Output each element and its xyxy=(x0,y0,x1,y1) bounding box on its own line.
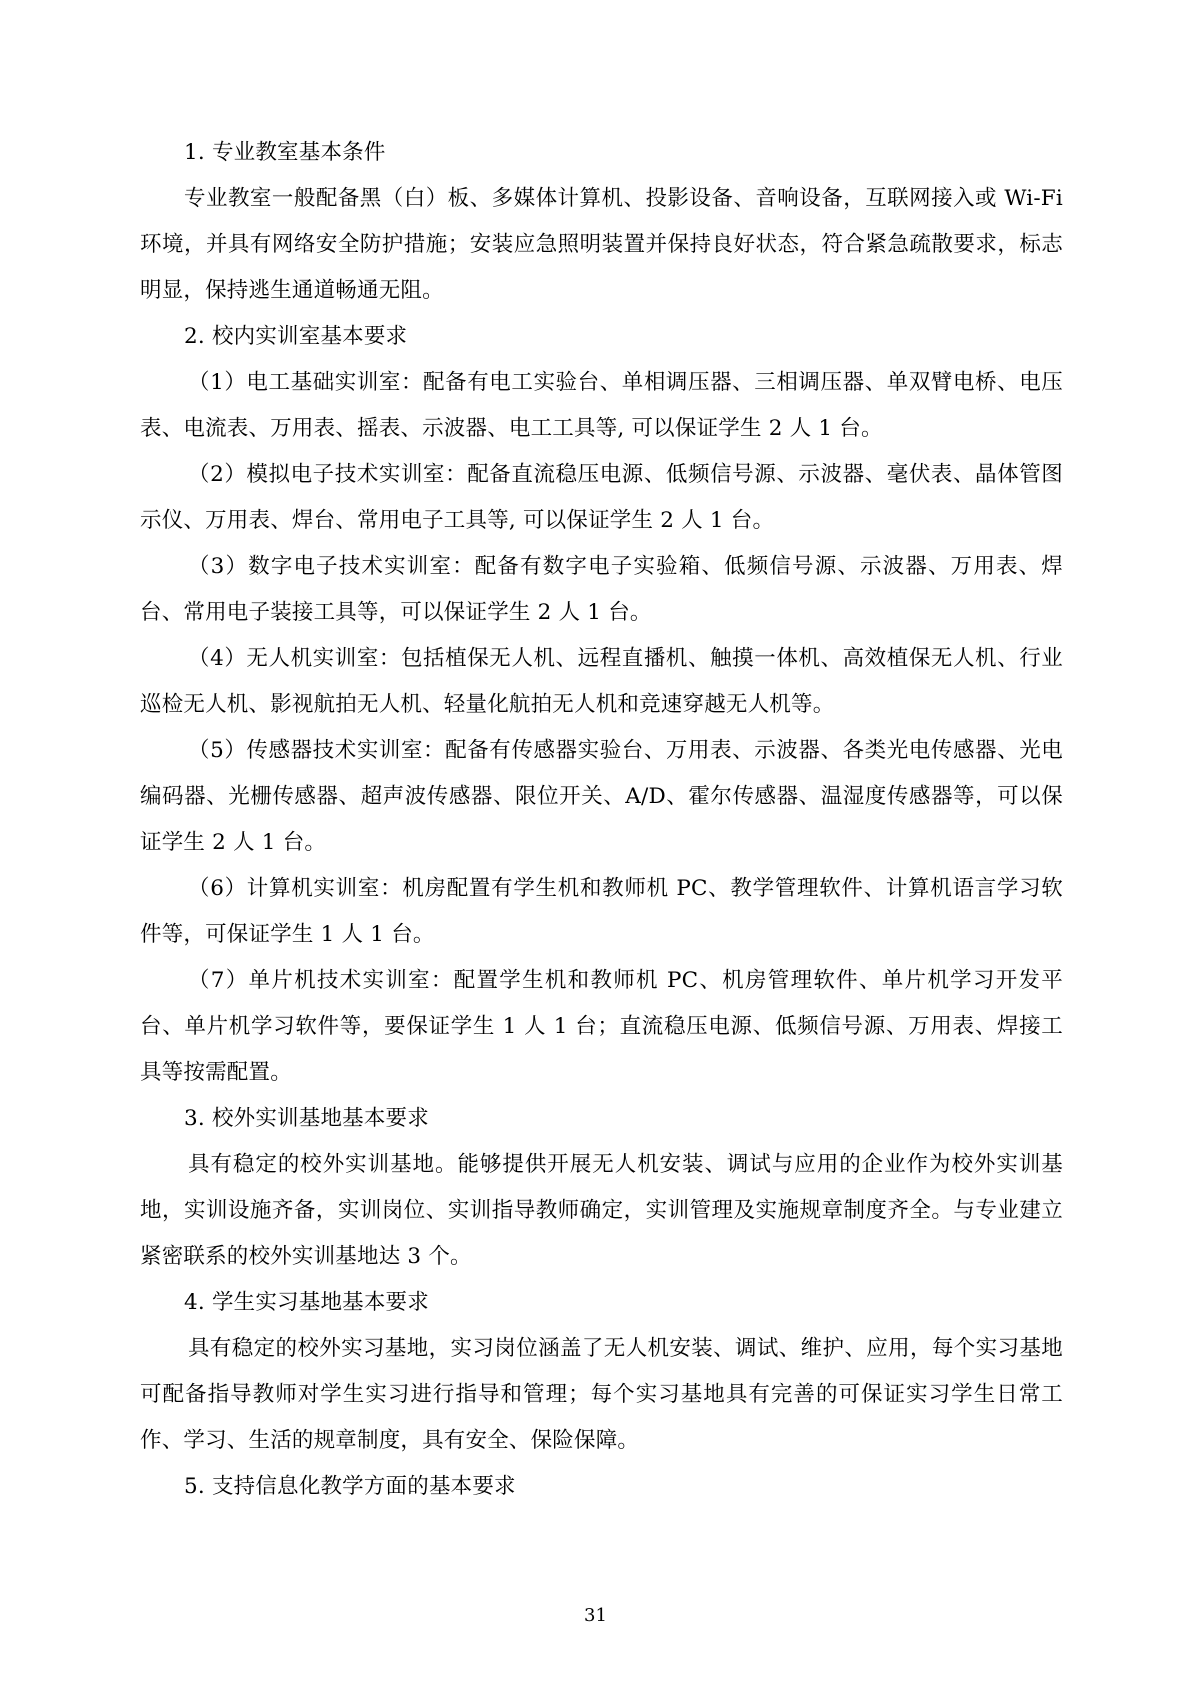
paragraph-heading-5: 5. 支持信息化教学方面的基本要求 xyxy=(184,1474,516,1499)
paragraph-heading-1: 1. 专业教室基本条件 xyxy=(184,140,386,165)
paragraph-item-3: （3）数字电子技术实训室：配备有数字电子实验箱、低频信号源、示波器、万用表、焊台、常用电子装接工具等，可以保证学生 2 人 1 台。 xyxy=(140,554,1063,625)
paragraph-heading-3: 3. 校外实训基地基本要求 xyxy=(184,1106,429,1131)
paragraph-item-2: （2）模拟电子技术实训室：配备直流稳压电源、低频信号源、示波器、毫伏表、晶体管图示仪、万用表、焊台、常用电子工具等, 可以保证学生 2 人 1 台。 xyxy=(140,462,1063,533)
paragraph-item-7: （7）单片机技术实训室：配置学生机和教师机 PC、机房管理软件、单片机学习开发平台、单片机学习软件等，要保证学生 1 人 1 台；直流稳压电源、低频信号源、万用表、焊接工具等按需配置。 xyxy=(140,968,1063,1085)
paragraph-item-4: （4）无人机实训室：包括植保无人机、远程直播机、触摸一体机、高效植保无人机、行业巡检无人机、影视航拍无人机、轻量化航拍无人机和竞速穿越无人机等。 xyxy=(140,646,1063,717)
page-number: 31 xyxy=(584,1605,607,1626)
paragraph-item-6: （6）计算机实训室：机房配置有学生机和教师机 PC、教学管理软件、计算机语言学习软件等，可保证学生 1 人 1 台。 xyxy=(140,876,1063,947)
paragraph-heading-4: 4. 学生实习基地基本要求 xyxy=(184,1290,429,1315)
document-body xyxy=(140,130,1063,1510)
paragraph-body-4: 具有稳定的校外实习基地，实习岗位涵盖了无人机安装、调试、维护、应用，每个实习基地可配备指导教师对学生实习进行指导和管理；每个实习基地具有完善的可保证实习学生日常工作、学习、生活的规章制度，具有安全、保险保障。 xyxy=(140,1336,1063,1453)
paragraph-heading-2: 2. 校内实训室基本要求 xyxy=(184,324,408,349)
paragraph-body-1: 专业教室一般配备黑（白）板、多媒体计算机、投影设备、音响设备，互联网接入或 Wi-Fi 环境，并具有网络安全防护措施；安装应急照明装置并保持良好状态，符合紧急疏散要求，标志明显，保持逃生通道畅通无阻。 xyxy=(140,186,1063,303)
paragraph-body-3: 具有稳定的校外实训基地。能够提供开展无人机安装、调试与应用的企业作为校外实训基地，实训设施齐备，实训岗位、实训指导教师确定，实训管理及实施规章制度齐全。与专业建立紧密联系的校外实训基地达 3 个。 xyxy=(140,1152,1063,1269)
paragraph-item-1: （1）电工基础实训室：配备有电工实验台、单相调压器、三相调压器、单双臂电桥、电压表、电流表、万用表、摇表、示波器、电工工具等, 可以保证学生 2 人 1 台。 xyxy=(140,370,1063,441)
paragraph-item-5: （5）传感器技术实训室：配备有传感器实验台、万用表、示波器、各类光电传感器、光电编码器、光栅传感器、超声波传感器、限位开关、A/D、霍尔传感器、温湿度传感器等，可以保证学生 2 人 1 台。 xyxy=(140,738,1063,855)
